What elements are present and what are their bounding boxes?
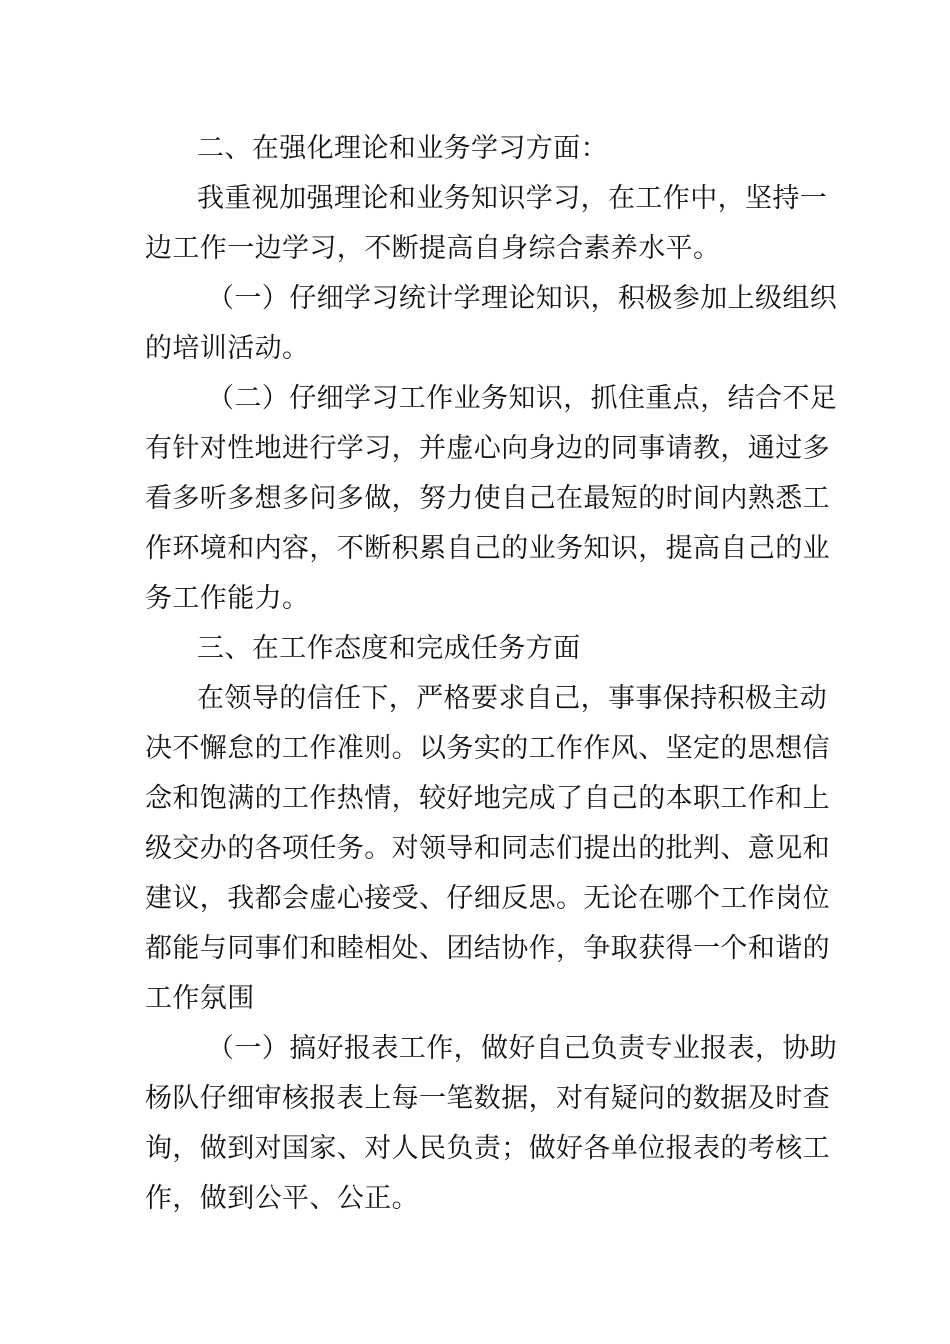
paragraph-line: 务工作能力。	[145, 583, 310, 614]
paragraph-line: 建议，我都会虚心接受、仔细反思。无论在哪个工作岗位	[145, 883, 830, 914]
subsection-line: （一）仔细学习统计学理论知识，积极参加上级组织	[207, 283, 838, 314]
paragraph-line: 工作氛围	[145, 983, 255, 1014]
paragraph-line: 在领导的信任下，严格要求自己，事事保持积极主动	[197, 683, 828, 714]
paragraph-line: 杨队仔细审核报表上每一笔数据，对有疑问的数据及时查	[145, 1083, 830, 1114]
paragraph-line: 询，做到对国家、对人民负责；做好各单位报表的考核工	[145, 1133, 830, 1164]
paragraph-line: 作，做到公平、公正。	[145, 1183, 419, 1214]
paragraph-line: 边工作一边学习，不断提高自身综合素养水平。	[145, 233, 721, 264]
paragraph-line: 看多听多想多问多做，努力使自己在最短的时间内熟悉工	[145, 483, 830, 514]
section-heading-3: 三、在工作态度和完成任务方面	[197, 633, 581, 664]
paragraph-line: 我重视加强理论和业务知识学习，在工作中，坚持一	[197, 183, 828, 214]
paragraph-line: 有针对性地进行学习，并虚心向身边的同事请教，通过多	[145, 433, 830, 464]
paragraph-line: 级交办的各项任务。对领导和同志们提出的批判、意见和	[145, 833, 830, 864]
paragraph-line: 念和饱满的工作热情，较好地完成了自己的本职工作和上	[145, 783, 830, 814]
section-heading-2: 二、在强化理论和业务学习方面：	[197, 133, 608, 164]
paragraph-line: 的培训活动。	[145, 333, 310, 364]
document-body	[145, 124, 838, 1224]
paragraph-line: 都能与同事们和睦相处、团结协作，争取获得一个和谐的	[145, 933, 830, 964]
subsection-line: （一）搞好报表工作，做好自己负责专业报表，协助	[207, 1033, 838, 1064]
subsection-line: （二）仔细学习工作业务知识，抓住重点，结合不足	[207, 383, 838, 414]
paragraph-line: 决不懈怠的工作准则。以务实的工作作风、坚定的思想信	[145, 733, 830, 764]
paragraph-line: 作环境和内容，不断积累自己的业务知识，提高自己的业	[145, 533, 830, 564]
